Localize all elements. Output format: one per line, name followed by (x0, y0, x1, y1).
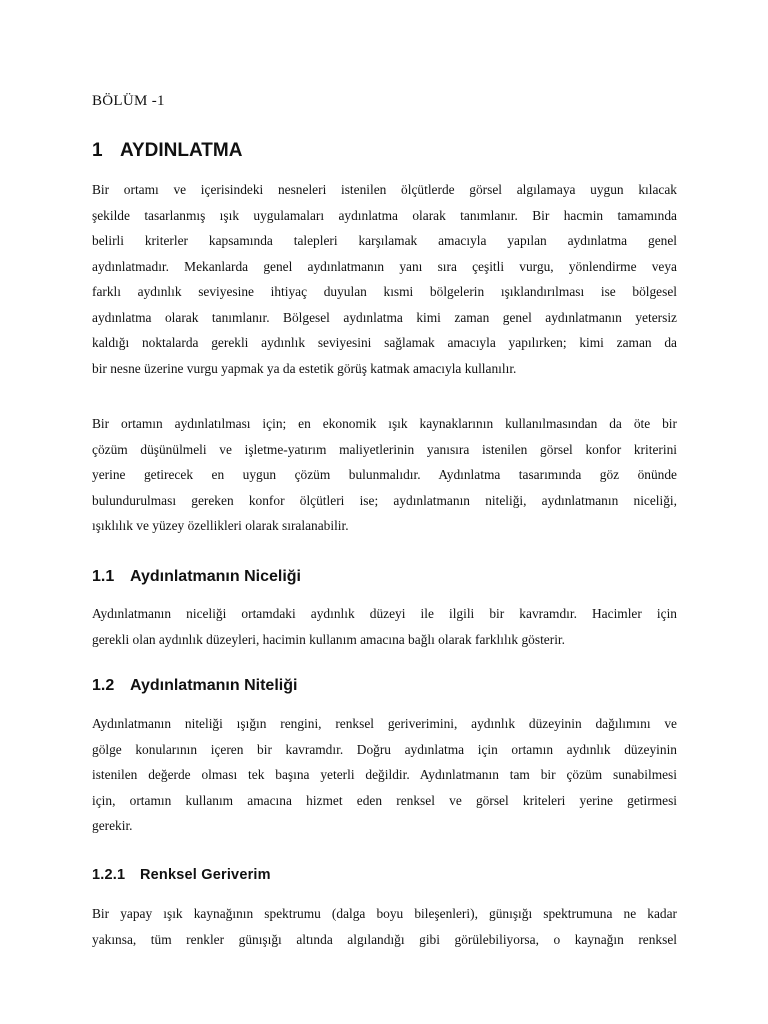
section-1-2-number: 1.2 (92, 677, 115, 694)
text-line: Bir ortamın aydınlatılması için; en ekonomik ışık kaynaklarının kullanılmasından da öte bir (92, 416, 677, 431)
text-line: Aydınlatmanın niteliği ışığın rengini, renksel geriverimini, aydınlık düzeyinin dağılımını ve (92, 716, 677, 731)
section-1-2-paragraph (92, 711, 677, 839)
text-line: istenilen değerde olması tek başına yeterli değildir. Aydınlatmanın tam bir çözüm sunabilmesi (92, 767, 677, 782)
text-line: belirli kriterler kapsamında talepleri karşılamak amacıyla yapılan aydınlatma genel (92, 233, 677, 248)
text-line: gölge konularının içeren bir kavramdır. Doğru aydınlatma için ortamın aydınlık düzeyinin (92, 741, 677, 757)
section-1-1-title: Aydınlatmanın Niceliği (130, 568, 301, 585)
text-line: için, ortamın kullanım amacına hizmet eden renksel ve görsel kriteleri yerine getirmesi (92, 792, 677, 808)
text-line: çözüm düşünülmeli ve işletme-yatırım maliyetlerinin yanısıra istenilen görsel konfor kriterini (92, 441, 677, 457)
section-1-2-1-number: 1.2.1 (92, 867, 126, 883)
section-1-number: 1 (92, 140, 103, 161)
text-line: kaldığı noktalarda gerekli aydınlık seviyesini sağlamak amacıyla yapılırken; kimi zaman da (92, 335, 677, 350)
section-1-paragraph-1 (92, 177, 677, 381)
section-1-2-1-paragraph (92, 901, 677, 952)
section-1-paragraph-2 (92, 411, 677, 539)
chapter-label: BÖLÜM -1 (92, 93, 165, 109)
text-line: bir nesne üzerine vurgu yapmak ya da estetik görüş katmak amacıyla kullanılır. (92, 360, 517, 376)
text-line: yerine getirecek en uygun çözüm bulunmalıdır. Aydınlatma tasarımında göz önünde (92, 467, 677, 482)
text-line: ışıklılık ve yüzey özellikleri olarak sıralanabilir. (92, 518, 349, 533)
text-line: şekilde tasarlanmış ışık uygulamaları aydınlatma olarak tanımlanır. Bir hacmin tamamında (92, 207, 677, 223)
section-1-2-1-title: Renksel Geriverim (140, 867, 271, 883)
section-1-2-1-heading (92, 867, 271, 883)
section-1-1-number: 1.1 (92, 568, 115, 585)
text-line: gerekli olan aydınlık düzeyleri, hacimin kullanım amacına bağlı olarak farklılık gösterir. (92, 631, 565, 647)
section-1-1-heading (92, 568, 301, 586)
text-line: bulundurulması gereken konfor ölçütleri ise; aydınlatmanın niteliği, aydınlatmanın niceliği, (92, 492, 677, 508)
section-1-title: AYDINLATMA (120, 140, 243, 161)
text-line: yakınsa, tüm renkler günışığı altında algılandığı gibi görülebiliyorsa, o kaynağın renksel (92, 931, 677, 947)
text-line: farklı aydınlık seviyesine ihtiyaç duyulan kısmi bölgelerin ışıklandırılması ise bölgesel (92, 284, 677, 299)
text-line: Aydınlatmanın niceliği ortamdaki aydınlık düzeyi ile ilgili bir kavramdır. Hacimler için (92, 606, 677, 621)
text-line: Bir yapay ışık kaynağının spektrumu (dalga boyu bileşenleri), günışığı spektrumuna ne kadar (92, 906, 677, 921)
section-1-2-heading (92, 677, 297, 695)
text-line: Bir ortamı ve içerisindeki nesneleri istenilen ölçütlerde görsel algılamaya uygun kılacak (92, 182, 677, 197)
text-line: gerekir. (92, 818, 133, 833)
section-1-2-title: Aydınlatmanın Niteliği (130, 677, 298, 694)
section-1-heading (92, 140, 242, 162)
text-line: aydınlatmadır. Mekanlarda genel aydınlatmanın yanı sıra çeşitli vurgu, yönlendirme veya (92, 258, 677, 274)
section-1-1-paragraph (92, 601, 677, 652)
text-line: aydınlatma olarak tanımlanır. Bölgesel aydınlatma kimi zaman genel aydınlatmanın yetersiz (92, 309, 677, 325)
